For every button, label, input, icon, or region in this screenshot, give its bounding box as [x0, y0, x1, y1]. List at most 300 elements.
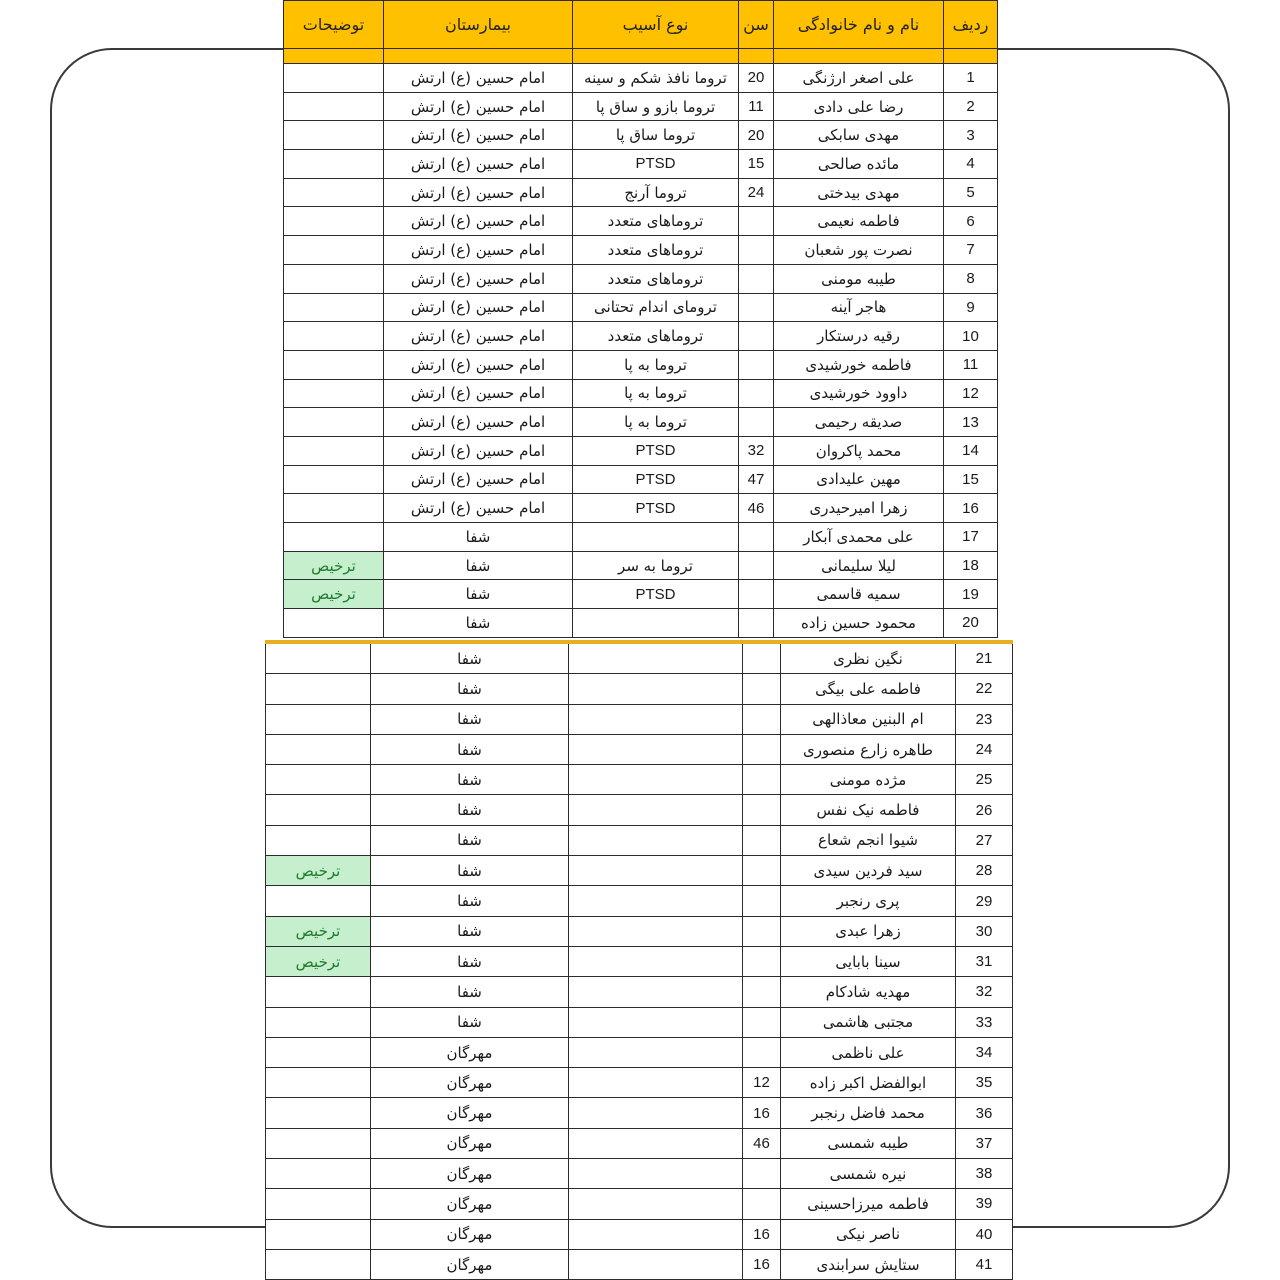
cell-age[interactable]: 46: [743, 1128, 781, 1158]
cell-age[interactable]: [743, 1007, 781, 1037]
table-row: [266, 1189, 1013, 1219]
cell-hospital[interactable]: شفا: [384, 523, 573, 552]
cell-notes[interactable]: [266, 1098, 371, 1128]
cell-injury[interactable]: [573, 609, 739, 638]
cell-name[interactable]: فاطمه نعیمی: [774, 207, 944, 236]
cell-injury[interactable]: تروما به سر: [573, 551, 739, 580]
cell-injury[interactable]: [569, 1037, 743, 1067]
table-row: [284, 207, 998, 236]
cell-row-number[interactable]: 11: [944, 350, 998, 379]
cell-row-number[interactable]: 10: [944, 322, 998, 351]
table-row: [266, 674, 1013, 704]
cell-injury[interactable]: [569, 977, 743, 1007]
cell-hospital[interactable]: شفا: [371, 704, 569, 734]
cell-row-number[interactable]: 13: [944, 408, 998, 437]
cell-notes[interactable]: [266, 642, 371, 674]
cell-name[interactable]: مهدی بیدختی: [774, 178, 944, 207]
cell-row-number[interactable]: 21: [956, 642, 1013, 674]
cell-notes[interactable]: [284, 322, 384, 351]
cell-notes[interactable]: [284, 379, 384, 408]
cell-hospital[interactable]: شفا: [371, 977, 569, 1007]
table-row: [284, 264, 998, 293]
cell-age[interactable]: 32: [739, 436, 774, 465]
cell-notes[interactable]: [266, 1159, 371, 1189]
cell-hospital[interactable]: امام حسین (ع) ارتش: [384, 494, 573, 523]
cell-row-number[interactable]: 29: [956, 886, 1013, 916]
table-row: [284, 293, 998, 322]
table-row: [284, 92, 998, 121]
cell-name[interactable]: نگین نظری: [781, 642, 956, 674]
cell-name[interactable]: سمیه قاسمی: [774, 580, 944, 609]
cell-notes[interactable]: [284, 121, 384, 150]
cell-injury[interactable]: [569, 765, 743, 795]
cell-name[interactable]: داوود خورشیدی: [774, 379, 944, 408]
cell-name[interactable]: طیبه شمسی: [781, 1128, 956, 1158]
cell-age[interactable]: [743, 734, 781, 764]
cell-hospital[interactable]: مهرگان: [371, 1068, 569, 1098]
cell-injury[interactable]: [569, 642, 743, 674]
cell-age[interactable]: [743, 674, 781, 704]
cell-age[interactable]: [739, 580, 774, 609]
cell-notes[interactable]: [266, 1007, 371, 1037]
table-row: [266, 856, 1013, 886]
table-row: [266, 704, 1013, 734]
cell-notes[interactable]: [266, 825, 371, 855]
cell-injury[interactable]: [569, 886, 743, 916]
cell-name[interactable]: پری رنجبر: [781, 886, 956, 916]
cell-name[interactable]: فاطمه نیک نفس: [781, 795, 956, 825]
cell-hospital[interactable]: امام حسین (ع) ارتش: [384, 207, 573, 236]
cell-hospital[interactable]: امام حسین (ع) ارتش: [384, 408, 573, 437]
cell-age[interactable]: [743, 825, 781, 855]
cell-name[interactable]: مهدیه شادکام: [781, 977, 956, 1007]
cell-name[interactable]: نصرت پور شعبان: [774, 236, 944, 265]
cell-row-number[interactable]: 35: [956, 1068, 1013, 1098]
cell-injury[interactable]: تروما بازو و ساق پا: [573, 92, 739, 121]
cell-row-number[interactable]: 5: [944, 178, 998, 207]
cell-notes-discharged[interactable]: ترخیص: [284, 551, 384, 580]
cell-age[interactable]: 47: [739, 465, 774, 494]
cell-row-number[interactable]: 24: [956, 734, 1013, 764]
cell-name[interactable]: مهدی سابکی: [774, 121, 944, 150]
cell-notes[interactable]: [266, 765, 371, 795]
cell-notes[interactable]: [266, 1037, 371, 1067]
cell-notes-discharged[interactable]: ترخیص: [266, 946, 371, 976]
cell-hospital[interactable]: امام حسین (ع) ارتش: [384, 264, 573, 293]
cell-hospital[interactable]: شفا: [371, 1007, 569, 1037]
cell-hospital[interactable]: مهرگان: [371, 1098, 569, 1128]
table-row: [284, 551, 998, 580]
cell-hospital[interactable]: امام حسین (ع) ارتش: [384, 64, 573, 93]
patients-table-part-2: [265, 640, 1013, 1280]
cell-age[interactable]: [739, 551, 774, 580]
cell-age[interactable]: 20: [739, 64, 774, 93]
cell-hospital[interactable]: مهرگان: [371, 1159, 569, 1189]
cell-row-number[interactable]: 19: [944, 580, 998, 609]
header-row: [284, 1, 998, 49]
cell-age[interactable]: [743, 946, 781, 976]
cell-age[interactable]: [739, 236, 774, 265]
table-row: [266, 1037, 1013, 1067]
table-row: [284, 64, 998, 93]
cell-row-number[interactable]: 28: [956, 856, 1013, 886]
cell-age[interactable]: [743, 795, 781, 825]
cell-hospital[interactable]: شفا: [371, 886, 569, 916]
cell-hospital[interactable]: امام حسین (ع) ارتش: [384, 379, 573, 408]
cell-age[interactable]: [743, 1159, 781, 1189]
table-row: [266, 765, 1013, 795]
cell-notes[interactable]: [284, 150, 384, 179]
cell-name[interactable]: فاطمه علی بیگی: [781, 674, 956, 704]
cell-notes[interactable]: [284, 408, 384, 437]
cell-hospital[interactable]: شفا: [371, 916, 569, 946]
cell-row-number[interactable]: 9: [944, 293, 998, 322]
table-row: [284, 465, 998, 494]
cell-notes[interactable]: [284, 494, 384, 523]
cell-name[interactable]: شیوا انجم شعاع: [781, 825, 956, 855]
cell-injury[interactable]: PTSD: [573, 580, 739, 609]
cell-hospital[interactable]: شفا: [371, 946, 569, 976]
cell-age[interactable]: [743, 642, 781, 674]
cell-row-number[interactable]: 25: [956, 765, 1013, 795]
cell-hospital[interactable]: امام حسین (ع) ارتش: [384, 322, 573, 351]
cell-notes-discharged[interactable]: ترخیص: [284, 580, 384, 609]
cell-notes[interactable]: [266, 1068, 371, 1098]
table-row: [266, 825, 1013, 855]
cell-injury[interactable]: [569, 1098, 743, 1128]
cell-hospital[interactable]: امام حسین (ع) ارتش: [384, 121, 573, 150]
cell-row-number[interactable]: 17: [944, 523, 998, 552]
cell-name[interactable]: نیره شمسی: [781, 1159, 956, 1189]
cell-age[interactable]: [739, 322, 774, 351]
cell-name[interactable]: ستایش سرابندی: [781, 1249, 956, 1279]
table-row: [284, 523, 998, 552]
cell-injury[interactable]: تروما ساق پا: [573, 121, 739, 150]
cell-age[interactable]: [743, 916, 781, 946]
cell-notes[interactable]: [266, 886, 371, 916]
cell-injury[interactable]: تروماهای متعدد: [573, 236, 739, 265]
cell-hospital[interactable]: امام حسین (ع) ارتش: [384, 150, 573, 179]
cell-row-number[interactable]: 36: [956, 1098, 1013, 1128]
cell-row-number[interactable]: 27: [956, 825, 1013, 855]
cell-notes[interactable]: [266, 1219, 371, 1249]
cell-row-number[interactable]: 30: [956, 916, 1013, 946]
cell-row-number[interactable]: 40: [956, 1219, 1013, 1249]
cell-injury[interactable]: [569, 916, 743, 946]
cell-hospital[interactable]: شفا: [384, 609, 573, 638]
cell-age[interactable]: 46: [739, 494, 774, 523]
table-row: [266, 886, 1013, 916]
cell-age[interactable]: [743, 977, 781, 1007]
cell-row-number[interactable]: 4: [944, 150, 998, 179]
cell-row-number[interactable]: 16: [944, 494, 998, 523]
table-row: [284, 121, 998, 150]
cell-notes[interactable]: [284, 350, 384, 379]
cell-name[interactable]: مژده مومنی: [781, 765, 956, 795]
cell-injury[interactable]: [569, 734, 743, 764]
cell-name[interactable]: زهرا عبدی: [781, 916, 956, 946]
cell-hospital[interactable]: شفا: [371, 674, 569, 704]
cell-row-number[interactable]: 33: [956, 1007, 1013, 1037]
cell-row-number[interactable]: 14: [944, 436, 998, 465]
cell-age[interactable]: 16: [743, 1249, 781, 1279]
cell-name[interactable]: رقیه درستکار: [774, 322, 944, 351]
cell-notes[interactable]: [266, 674, 371, 704]
cell-injury[interactable]: [569, 946, 743, 976]
cell-notes[interactable]: [284, 264, 384, 293]
cell-age[interactable]: [743, 886, 781, 916]
cell-name[interactable]: ناصر نیکی: [781, 1219, 956, 1249]
cell-injury[interactable]: تروما نافذ شکم و سینه: [573, 64, 739, 93]
cell-name[interactable]: محمود حسین زاده: [774, 609, 944, 638]
spacer-cell: [284, 49, 384, 64]
cell-notes[interactable]: [266, 1128, 371, 1158]
cell-age[interactable]: [743, 765, 781, 795]
cell-hospital[interactable]: شفا: [371, 825, 569, 855]
cell-row-number[interactable]: 39: [956, 1189, 1013, 1219]
cell-age[interactable]: 16: [743, 1219, 781, 1249]
cell-name[interactable]: طاهره زارع منصوری: [781, 734, 956, 764]
cell-injury[interactable]: تروما به پا: [573, 408, 739, 437]
cell-age[interactable]: [743, 1189, 781, 1219]
table-row: [266, 795, 1013, 825]
cell-name[interactable]: صدیقه رحیمی: [774, 408, 944, 437]
spacer-cell: [739, 49, 774, 64]
cell-injury[interactable]: PTSD: [573, 465, 739, 494]
cell-hospital[interactable]: مهرگان: [371, 1189, 569, 1219]
table-row: [284, 379, 998, 408]
cell-name[interactable]: علی اصغر ارژنگی: [774, 64, 944, 93]
cell-age[interactable]: 15: [739, 150, 774, 179]
cell-row-number[interactable]: 34: [956, 1037, 1013, 1067]
cell-age[interactable]: [739, 293, 774, 322]
table-row: [266, 1249, 1013, 1279]
table-row: [284, 178, 998, 207]
cell-row-number[interactable]: 18: [944, 551, 998, 580]
table-row: [284, 150, 998, 179]
header-notes[interactable]: توضیحات: [284, 1, 384, 49]
header-age[interactable]: سن: [739, 1, 774, 49]
cell-name[interactable]: مجتبی هاشمی: [781, 1007, 956, 1037]
header-injury[interactable]: نوع آسیب: [573, 1, 739, 49]
cell-row-number[interactable]: 8: [944, 264, 998, 293]
cell-notes[interactable]: [284, 436, 384, 465]
cell-age[interactable]: [739, 379, 774, 408]
header-hospital[interactable]: بیمارستان: [384, 1, 573, 49]
cell-name[interactable]: زهرا امیرحیدری: [774, 494, 944, 523]
cell-age[interactable]: [739, 523, 774, 552]
cell-name[interactable]: علی ناظمی: [781, 1037, 956, 1067]
cell-injury[interactable]: [569, 1249, 743, 1279]
cell-injury[interactable]: [569, 856, 743, 886]
cell-age[interactable]: [743, 1037, 781, 1067]
table-row: [284, 322, 998, 351]
cell-row-number[interactable]: 37: [956, 1128, 1013, 1158]
spacer-cell: [384, 49, 573, 64]
cell-row-number[interactable]: 2: [944, 92, 998, 121]
cell-injury[interactable]: [569, 1189, 743, 1219]
cell-age[interactable]: [739, 408, 774, 437]
spacer-cell: [944, 49, 998, 64]
cell-name[interactable]: لیلا سلیمانی: [774, 551, 944, 580]
cell-row-number[interactable]: 26: [956, 795, 1013, 825]
cell-hospital[interactable]: مهرگان: [371, 1037, 569, 1067]
cell-age[interactable]: [743, 704, 781, 734]
cell-hospital[interactable]: شفا: [371, 856, 569, 886]
cell-age[interactable]: [743, 856, 781, 886]
cell-row-number[interactable]: 31: [956, 946, 1013, 976]
cell-hospital[interactable]: شفا: [384, 551, 573, 580]
cell-row-number[interactable]: 32: [956, 977, 1013, 1007]
cell-hospital[interactable]: امام حسین (ع) ارتش: [384, 350, 573, 379]
cell-notes[interactable]: [266, 734, 371, 764]
table-row: [284, 408, 998, 437]
table-row: [266, 1128, 1013, 1158]
cell-hospital[interactable]: مهرگان: [371, 1219, 569, 1249]
header-row-number[interactable]: ردیف: [944, 1, 998, 49]
cell-name[interactable]: ابوالفضل اکبر زاده: [781, 1068, 956, 1098]
cell-injury[interactable]: [569, 1159, 743, 1189]
cell-name[interactable]: ام البنین معاذالهی: [781, 704, 956, 734]
table-row: [266, 1007, 1013, 1037]
table-row: [266, 642, 1013, 674]
cell-hospital[interactable]: امام حسین (ع) ارتش: [384, 465, 573, 494]
cell-notes[interactable]: [284, 523, 384, 552]
cell-age[interactable]: 16: [743, 1098, 781, 1128]
cell-name[interactable]: فاطمه خورشیدی: [774, 350, 944, 379]
cell-name[interactable]: طیبه مومنی: [774, 264, 944, 293]
cell-injury[interactable]: تروما به پا: [573, 350, 739, 379]
cell-age[interactable]: 11: [739, 92, 774, 121]
cell-name[interactable]: هاجر آینه: [774, 293, 944, 322]
cell-notes[interactable]: [266, 977, 371, 1007]
cell-injury[interactable]: PTSD: [573, 494, 739, 523]
cell-row-number[interactable]: 7: [944, 236, 998, 265]
table-row: [266, 1068, 1013, 1098]
cell-injury[interactable]: تروما به پا: [573, 379, 739, 408]
cell-injury[interactable]: [569, 1128, 743, 1158]
cell-injury[interactable]: [569, 1068, 743, 1098]
cell-notes-discharged[interactable]: ترخیص: [266, 856, 371, 886]
table-row: [284, 236, 998, 265]
cell-row-number[interactable]: 12: [944, 379, 998, 408]
cell-age[interactable]: [739, 609, 774, 638]
cell-notes[interactable]: [284, 92, 384, 121]
table-row: [266, 946, 1013, 976]
cell-name[interactable]: فاطمه میرزاحسینی: [781, 1189, 956, 1219]
cell-notes[interactable]: [284, 293, 384, 322]
cell-notes[interactable]: [284, 465, 384, 494]
table-row: [284, 436, 998, 465]
cell-row-number[interactable]: 23: [956, 704, 1013, 734]
table-row: [266, 734, 1013, 764]
header-spacer-row: [284, 49, 998, 64]
header-name[interactable]: نام و نام خانوادگی: [774, 1, 944, 49]
table-row: [266, 1219, 1013, 1249]
cell-age[interactable]: [739, 207, 774, 236]
cell-injury[interactable]: [569, 795, 743, 825]
cell-notes[interactable]: [284, 178, 384, 207]
cell-notes[interactable]: [266, 1249, 371, 1279]
cell-name[interactable]: محمد پاکروان: [774, 436, 944, 465]
cell-injury[interactable]: تروماهای متعدد: [573, 264, 739, 293]
cell-age[interactable]: 24: [739, 178, 774, 207]
cell-name[interactable]: رضا علی دادی: [774, 92, 944, 121]
cell-row-number[interactable]: 20: [944, 609, 998, 638]
cell-row-number[interactable]: 3: [944, 121, 998, 150]
cell-injury[interactable]: [569, 825, 743, 855]
cell-row-number[interactable]: 38: [956, 1159, 1013, 1189]
cell-notes[interactable]: [266, 795, 371, 825]
table-row: [266, 916, 1013, 946]
cell-hospital[interactable]: امام حسین (ع) ارتش: [384, 178, 573, 207]
spacer-cell: [774, 49, 944, 64]
cell-injury[interactable]: PTSD: [573, 150, 739, 179]
cell-injury[interactable]: ترومای اندام تحتانی: [573, 293, 739, 322]
cell-name[interactable]: مهین علیدادی: [774, 465, 944, 494]
cell-name[interactable]: مائده صالحی: [774, 150, 944, 179]
cell-hospital[interactable]: امام حسین (ع) ارتش: [384, 92, 573, 121]
cell-hospital[interactable]: شفا: [371, 765, 569, 795]
cell-notes[interactable]: [266, 1189, 371, 1219]
cell-notes-discharged[interactable]: ترخیص: [266, 916, 371, 946]
cell-row-number[interactable]: 22: [956, 674, 1013, 704]
cell-age[interactable]: 12: [743, 1068, 781, 1098]
cell-notes[interactable]: [284, 64, 384, 93]
cell-injury[interactable]: تروماهای متعدد: [573, 322, 739, 351]
cell-name[interactable]: علی محمدی آبکار: [774, 523, 944, 552]
cell-hospital[interactable]: شفا: [371, 642, 569, 674]
cell-injury[interactable]: [569, 1219, 743, 1249]
cell-hospital[interactable]: شفا: [384, 580, 573, 609]
cell-injury[interactable]: PTSD: [573, 436, 739, 465]
patients-table-part-1: [283, 0, 998, 638]
table-row: [284, 350, 998, 379]
cell-name[interactable]: محمد فاضل رنجبر: [781, 1098, 956, 1128]
cell-hospital[interactable]: امام حسین (ع) ارتش: [384, 293, 573, 322]
cell-age[interactable]: 20: [739, 121, 774, 150]
table-row: [266, 1159, 1013, 1189]
cell-hospital[interactable]: شفا: [371, 795, 569, 825]
cell-notes[interactable]: [284, 236, 384, 265]
cell-notes[interactable]: [284, 207, 384, 236]
cell-row-number[interactable]: 15: [944, 465, 998, 494]
cell-notes[interactable]: [284, 609, 384, 638]
cell-name[interactable]: سید فردین سیدی: [781, 856, 956, 886]
cell-name[interactable]: سینا بابایی: [781, 946, 956, 976]
cell-injury[interactable]: [573, 523, 739, 552]
cell-hospital[interactable]: مهرگان: [371, 1249, 569, 1279]
table-row: [266, 1098, 1013, 1128]
cell-injury[interactable]: [569, 674, 743, 704]
cell-row-number[interactable]: 1: [944, 64, 998, 93]
cell-row-number[interactable]: 6: [944, 207, 998, 236]
cell-hospital[interactable]: امام حسین (ع) ارتش: [384, 236, 573, 265]
cell-row-number[interactable]: 41: [956, 1249, 1013, 1279]
cell-age[interactable]: [739, 350, 774, 379]
cell-hospital[interactable]: امام حسین (ع) ارتش: [384, 436, 573, 465]
spacer-cell: [573, 49, 739, 64]
table-row: [266, 977, 1013, 1007]
cell-notes[interactable]: [266, 704, 371, 734]
cell-hospital[interactable]: شفا: [371, 734, 569, 764]
cell-injury[interactable]: تروما آرنج: [573, 178, 739, 207]
cell-age[interactable]: [739, 264, 774, 293]
cell-injury[interactable]: [569, 704, 743, 734]
cell-injury[interactable]: [569, 1007, 743, 1037]
cell-injury[interactable]: تروماهای متعدد: [573, 207, 739, 236]
cell-hospital[interactable]: مهرگان: [371, 1128, 569, 1158]
